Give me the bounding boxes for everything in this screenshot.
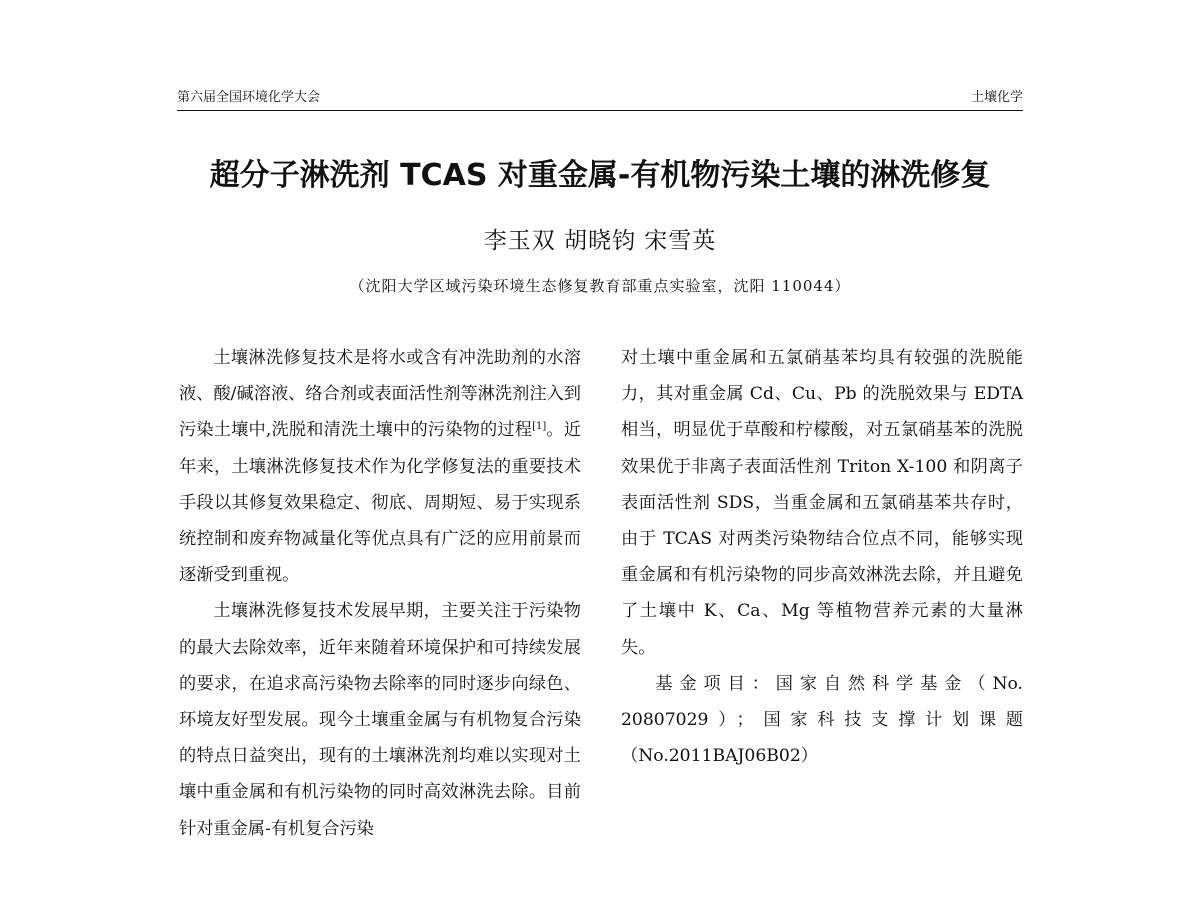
affiliation: （沈阳大学区域污染环境生态修复教育部重点实验室，沈阳 110044） (349, 277, 851, 295)
section-name: 土壤化学 (970, 90, 1023, 105)
running-header (177, 86, 1023, 111)
authors: 李玉双 胡晓钧 宋雪英 (483, 228, 717, 254)
body-paragraph: 土壤淋洗修复技术发展早期，主要关注于污染物的最大去除效率，近年来随着环境保护和可持续发展的要求，在追求高污染物去除率的同时逐步向绿色、环境友好型发展。现今土壤重金属与有机物复合污染的特点日益突出，现有的土壤淋洗剂均难以实现对土壤中重金属和有机污染物的同时高效淋洗去除。目前针对重金属-有机复合污染 (179, 601, 581, 839)
paragraph-text: 。近年来，土壤淋洗修复技术作为化学修复法的重要技术手段以其修复效果稳定、彻底、周期短、易于实现系统控制和废弃物减量化等优点具有广泛的应用前景而逐渐受到重视。 (179, 420, 581, 586)
citation-reference: [1] (532, 421, 547, 433)
body-column-right (621, 340, 1023, 774)
body-column-left (179, 340, 581, 847)
paragraph-text: 土壤淋洗修复技术是将水或含有冲洗助剂的水溶液、酸/碱溶液、络合剂或表面活性剂等淋洗剂注入到污染土壤中,洗脱和清洗土壤中的污染物的过程 (179, 348, 581, 441)
conference-name: 第六届全国环境化学大会 (177, 90, 321, 105)
body-paragraph: 对土壤中重金属和五氯硝基苯均具有较强的洗脱能力，其对重金属 Cd、Cu、Pb 的洗脱效果与 EDTA 相当，明显优于草酸和柠檬酸，对五氯硝基苯的洗脱效果优于非离子表面活性剂 Triton X-100 和阴离子表面活性剂 SDS，当重金属和五氯硝基苯共存时，由于 TCAS 对两类污染物结合位点不同，能够实现重金属和有机污染物的同步高效淋洗去除，并且避免了土壤中 K、Ca、Mg 等植物营养元素的大量淋失。 (621, 348, 1023, 658)
body-paragraph (179, 340, 581, 593)
funding-note: 基金项目：国家自然科学基金（No. 20807029）；国家科技支撑计划课题（No.2011BAJ06B02） (621, 673, 1023, 767)
paper-title: 超分子淋洗剂 TCAS 对重金属-有机物污染土壤的淋洗修复 (209, 158, 991, 193)
